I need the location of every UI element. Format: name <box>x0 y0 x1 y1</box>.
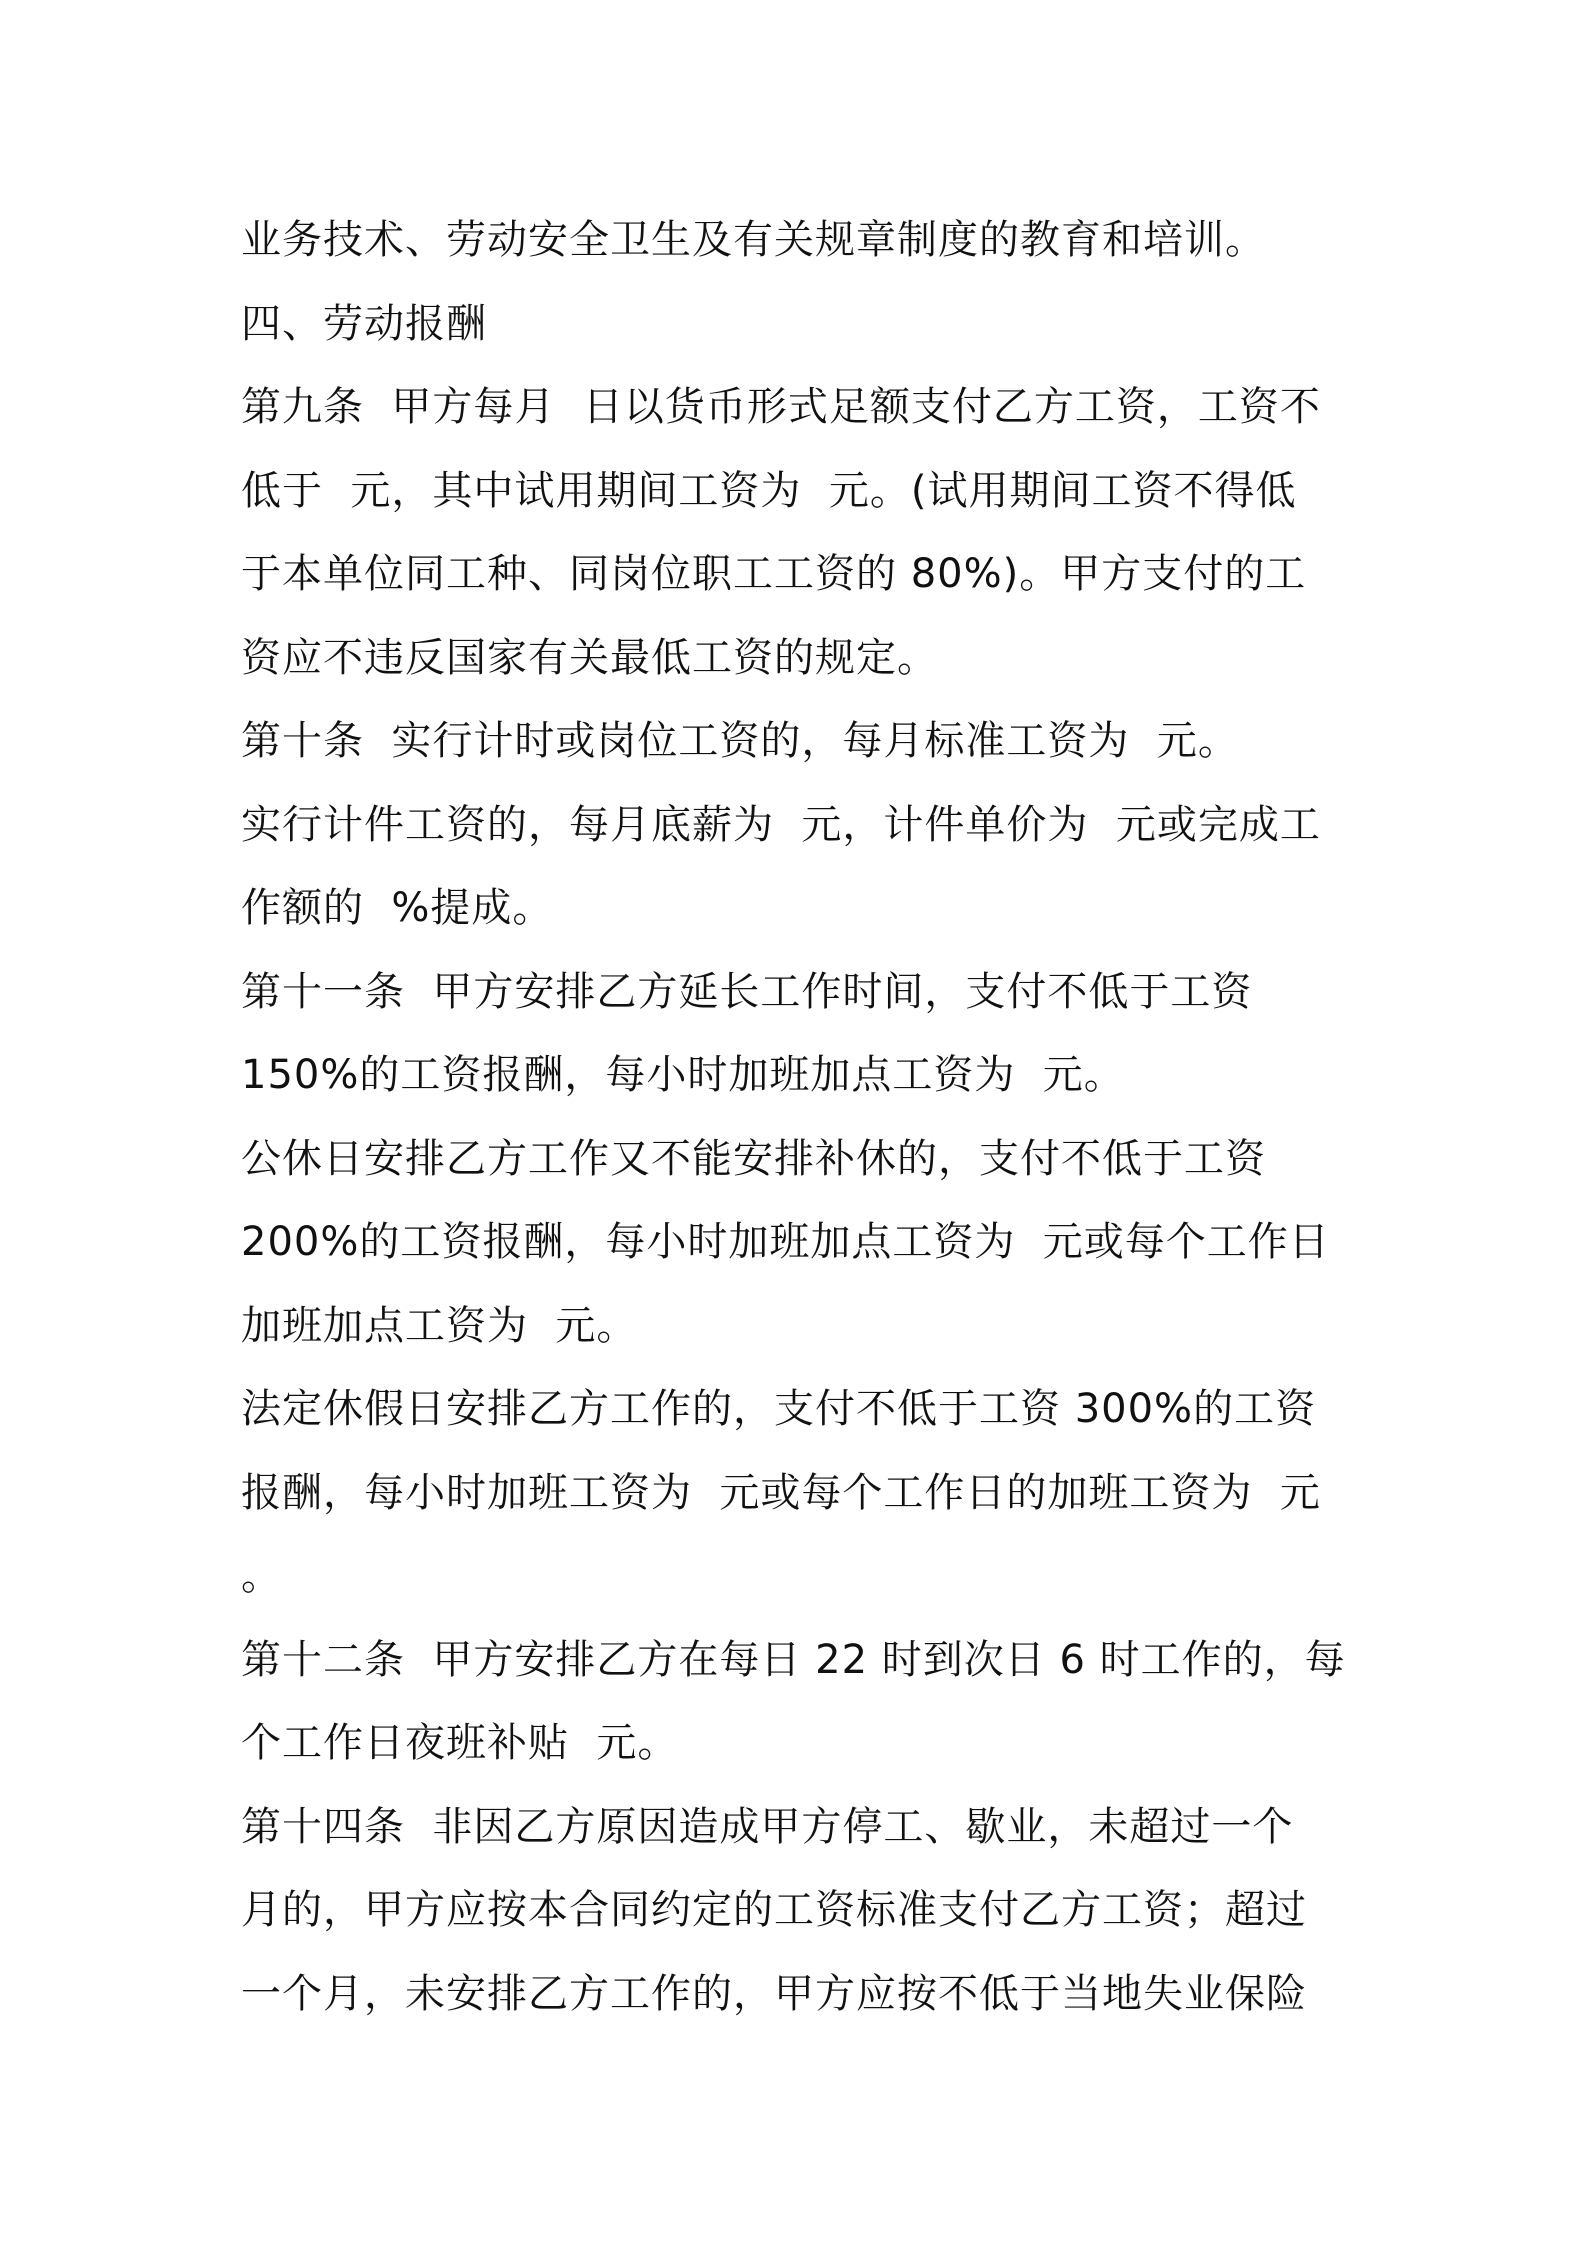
text-line: 资应不违反国家有关最低工资的规定。 <box>241 634 938 681</box>
document-body <box>241 199 1361 2036</box>
text-line: 一个月，未安排乙方工作的，甲方应按不低于当地失业保险 <box>241 1970 1307 2017</box>
text-line: 个工作日夜班补贴 元。 <box>241 1720 679 1766</box>
text-line: 。 <box>241 1553 282 1599</box>
text-line: 作额的 %提成。 <box>241 885 554 931</box>
text-line: 月的，甲方应按本合同约定的工资标准支付乙方工资；超过 <box>241 1887 1307 1933</box>
text-line: 第十一条 甲方安排乙方延长工作时间，支付不低于工资 <box>241 968 1253 1015</box>
text-line: 报酬，每小时加班工资为 元或每个工作日的加班工资为 元 <box>241 1469 1321 1516</box>
text-line: 公休日安排乙方工作又不能安排补休的，支付不低于工资 <box>241 1135 1266 1182</box>
text-line: 150%的工资报酬，每小时加班加点工资为 元。 <box>241 1052 1125 1098</box>
text-line: 业务技术、劳动安全卫生及有关规章制度的教育和培训。 <box>241 217 1266 263</box>
text-line: 第九条 甲方每月 日以货币形式足额支付乙方工资，工资不 <box>241 384 1321 430</box>
text-line: 加班加点工资为 元。 <box>241 1302 638 1349</box>
text-line: 低于 元，其中试用期间工资为 元。(试用期间工资不得低 <box>241 467 1297 514</box>
text-line: 于本单位同工种、同岗位职工工资的 80%)。甲方支付的工 <box>241 551 1307 597</box>
text-line: 法定休假日安排乙方工作的，支付不低于工资 300%的工资 <box>241 1386 1317 1432</box>
text-line: 第十二条 甲方安排乙方在每日 22 时到次日 6 时工作的，每 <box>241 1636 1346 1683</box>
section-heading: 四、劳动报酬 <box>241 300 487 347</box>
text-line: 200%的工资报酬，每小时加班加点工资为 元或每个工作日 <box>241 1219 1330 1265</box>
text-line: 实行计件工资的，每月底薪为 元，计件单价为 元或完成工 <box>241 801 1321 848</box>
text-line: 第十条 实行计时或岗位工资的，每月标准工资为 元。 <box>241 718 1239 764</box>
text-line: 第十四条 非因乙方原因造成甲方停工、歇业，未超过一个 <box>241 1803 1294 1850</box>
